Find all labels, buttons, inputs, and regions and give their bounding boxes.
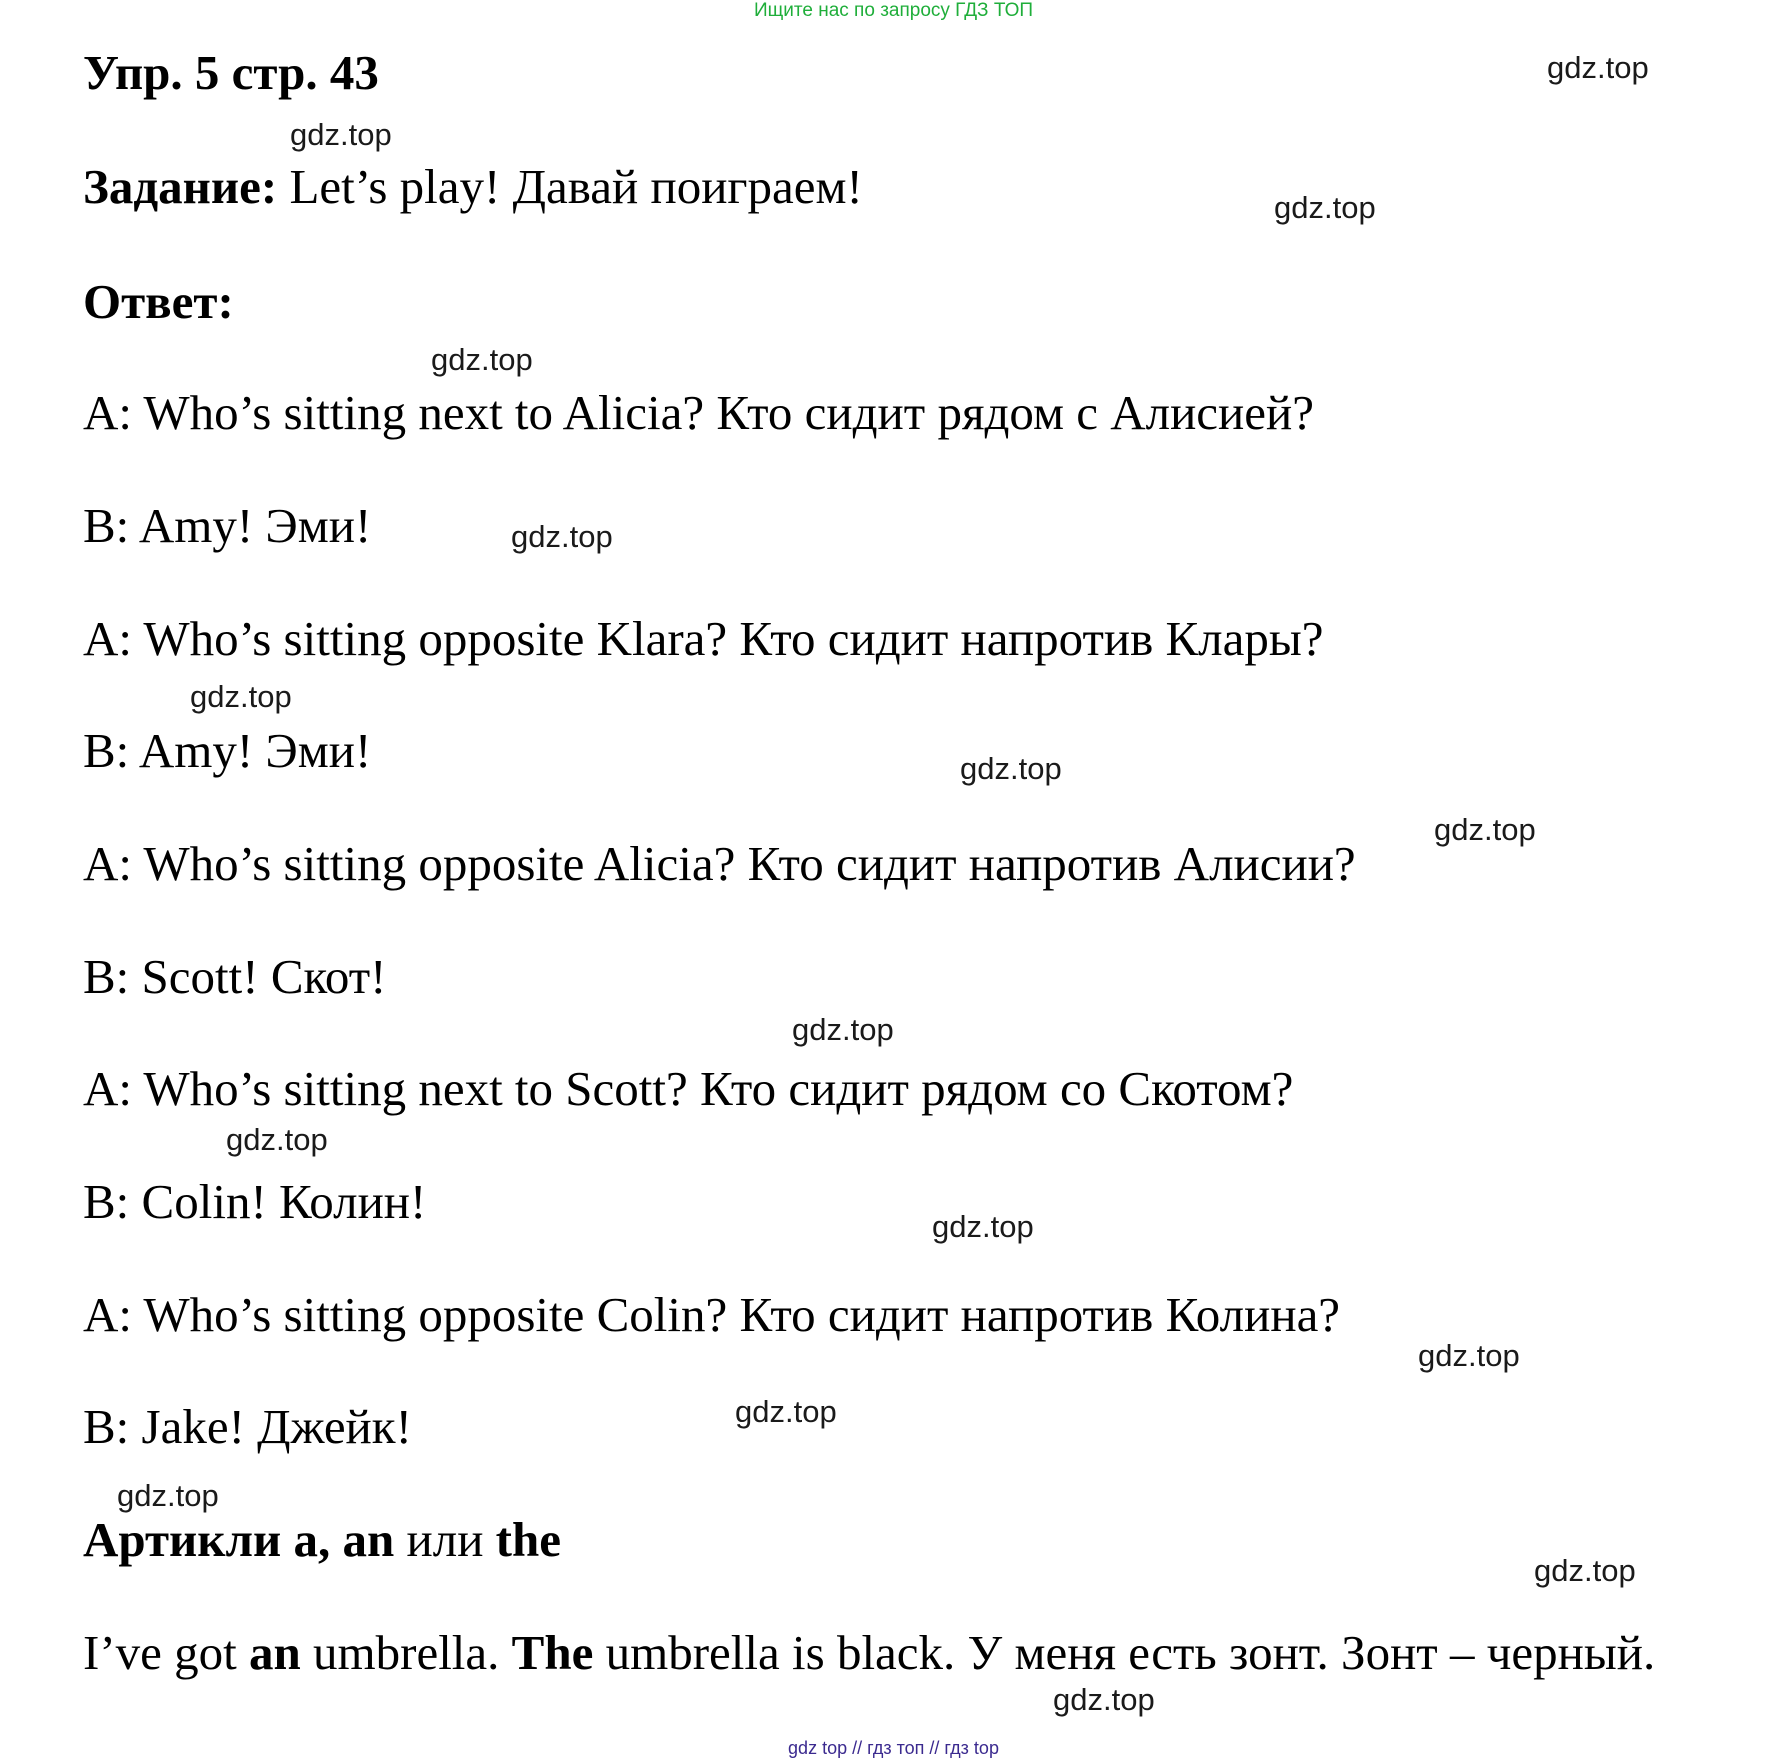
- exercise-title: Упр. 5 стр. 43: [83, 45, 379, 100]
- dialogue-line: A: Who’s sitting next to Alicia? Кто сидит рядом с Алисией?: [83, 385, 1314, 440]
- watermark: gdz.top: [511, 519, 613, 554]
- watermark: gdz.top: [190, 679, 292, 714]
- articles-sentence-part: umbrella is black. У меня есть зонт. Зонт – черный.: [593, 1625, 1656, 1680]
- articles-sentence: [83, 1624, 1655, 1681]
- watermark: gdz.top: [1053, 1682, 1155, 1717]
- articles-heading-part: или: [394, 1512, 496, 1567]
- articles-heading: [83, 1511, 561, 1568]
- articles-sentence-part: umbrella.: [300, 1625, 512, 1680]
- dialogue-line: A: Who’s sitting opposite Klara? Кто сидит напротив Клары?: [83, 611, 1324, 666]
- articles-sentence-part: I’ve got: [83, 1625, 249, 1680]
- watermark: gdz.top: [1547, 50, 1649, 85]
- task-text: Let’s play! Давай поиграем!: [289, 159, 863, 214]
- watermark: gdz.top: [1434, 812, 1536, 847]
- watermark: gdz.top: [117, 1478, 219, 1513]
- dialogue-line: B: Jake! Джейк!: [83, 1399, 412, 1454]
- articles-heading-part: Артикли a, an: [83, 1512, 395, 1567]
- dialogue-line: A: Who’s sitting next to Scott? Кто сидит рядом со Скотом?: [83, 1061, 1294, 1116]
- dialogue-line: B: Amy! Эми!: [83, 498, 372, 553]
- dialogue-line: A: Who’s sitting opposite Colin? Кто сидит напротив Колина?: [83, 1287, 1341, 1342]
- task-line: [83, 158, 863, 215]
- articles-heading-part: the: [495, 1512, 561, 1567]
- watermark: gdz.top: [226, 1122, 328, 1157]
- watermark: gdz.top: [960, 751, 1062, 786]
- watermark: gdz.top: [735, 1394, 837, 1429]
- articles-sentence-part: an: [249, 1625, 301, 1680]
- answer-label: Ответ:: [83, 274, 234, 329]
- dialogue-line: B: Scott! Скот!: [83, 949, 387, 1004]
- articles-sentence-part: The: [511, 1625, 594, 1680]
- task-label: Задание:: [83, 159, 278, 214]
- watermark: gdz.top: [431, 342, 533, 377]
- watermark: gdz.top: [1534, 1553, 1636, 1588]
- top-banner: Ищите нас по запросу ГДЗ ТОП: [753, 0, 1034, 21]
- dialogue-line: A: Who’s sitting opposite Alicia? Кто сидит напротив Алисии?: [83, 836, 1356, 891]
- watermark: gdz.top: [1274, 190, 1376, 225]
- watermark: gdz.top: [932, 1209, 1034, 1244]
- dialogue-line: B: Colin! Колин!: [83, 1174, 427, 1229]
- watermark: gdz.top: [1418, 1338, 1520, 1373]
- dialogue-line: B: Amy! Эми!: [83, 723, 372, 778]
- watermark: gdz.top: [792, 1012, 894, 1047]
- bottom-banner: gdz top // гдз топ // гдз top: [788, 1738, 999, 1758]
- watermark: gdz.top: [290, 117, 392, 152]
